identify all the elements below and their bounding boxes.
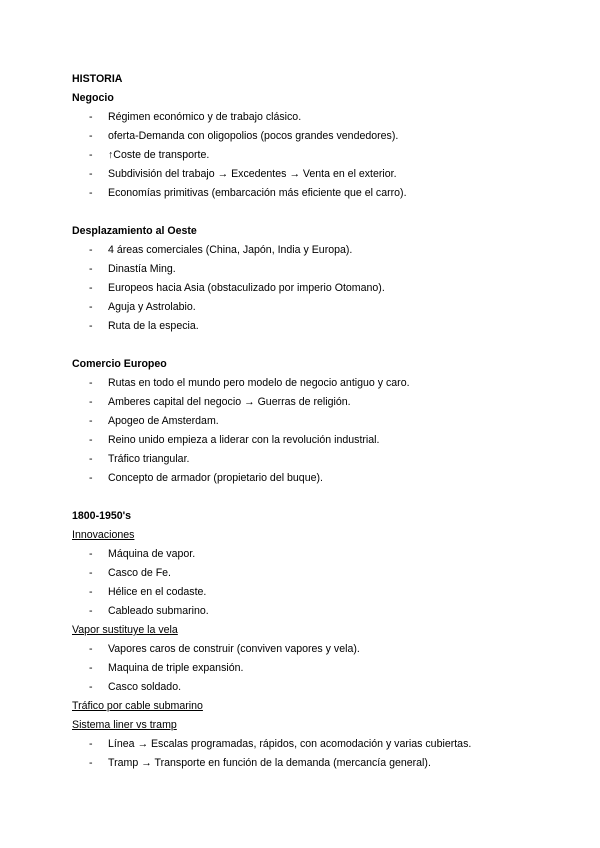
list-item-text: Concepto de armador (propietario del buque).	[108, 472, 323, 484]
list-item	[72, 298, 542, 317]
list-item	[72, 108, 542, 127]
bullet-dash: -	[89, 282, 93, 294]
list-item-text: ↑Coste de transporte.	[108, 149, 210, 161]
document-title: HISTORIA	[72, 73, 123, 85]
bullet-list-desplazamiento	[72, 241, 542, 336]
bullet-dash: -	[89, 738, 93, 750]
list-item-text: Dinastía Ming.	[108, 263, 176, 275]
list-item	[72, 241, 542, 260]
spacer	[72, 203, 542, 222]
list-item-text: Tráfico triangular.	[108, 453, 190, 465]
list-item	[72, 393, 542, 412]
bullet-dash: -	[89, 377, 93, 389]
bullet-dash: -	[89, 320, 93, 332]
bullet-dash: -	[89, 301, 93, 313]
bullet-dash: -	[89, 586, 93, 598]
bullet-list-liner-tramp	[72, 735, 542, 773]
list-item	[72, 735, 542, 754]
section-heading-desplazamiento: Desplazamiento al Oeste	[72, 225, 197, 237]
list-item	[72, 146, 542, 165]
section-heading-comercio-europeo: Comercio Europeo	[72, 358, 167, 370]
bullet-list-innovaciones	[72, 545, 542, 621]
list-item	[72, 260, 542, 279]
list-item	[72, 678, 542, 697]
list-item	[72, 412, 542, 431]
bullet-dash: -	[89, 415, 93, 427]
bullet-dash: -	[89, 149, 93, 161]
list-item-text: oferta-Demanda con oligopolios (pocos grandes vendedores).	[108, 130, 399, 142]
list-item	[72, 564, 542, 583]
bullet-dash: -	[89, 263, 93, 275]
bullet-dash: -	[89, 244, 93, 256]
bullet-dash: -	[89, 168, 93, 180]
bullet-dash: -	[89, 681, 93, 693]
list-item	[72, 127, 542, 146]
list-item-text: Maquina de triple expansión.	[108, 662, 244, 674]
list-item	[72, 640, 542, 659]
section-heading-negocio: Negocio	[72, 92, 114, 104]
list-item-text: Amberes capital del negocio → Guerras de religión.	[108, 396, 351, 408]
bullet-dash: -	[89, 643, 93, 655]
list-item	[72, 469, 542, 488]
list-item	[72, 431, 542, 450]
spacer	[72, 488, 542, 507]
subsection-title-innovaciones: Innovaciones	[72, 529, 135, 541]
list-item	[72, 450, 542, 469]
spacer	[72, 336, 542, 355]
list-item-text: Ruta de la especia.	[108, 320, 199, 332]
list-item	[72, 754, 542, 773]
bullet-dash: -	[89, 548, 93, 560]
list-item-text: Europeos hacia Asia (obstaculizado por imperio Otomano).	[108, 282, 385, 294]
list-item	[72, 279, 542, 298]
list-item-text: Subdivisión del trabajo → Excedentes → Venta en el exterior.	[108, 168, 397, 180]
list-item-text: Máquina de vapor.	[108, 548, 196, 560]
list-item	[72, 374, 542, 393]
subsection-title-cable-submarino: Tráfico por cable submarino	[72, 700, 203, 712]
list-item-text: Tramp → Transporte en función de la demanda (mercancía general).	[108, 757, 431, 769]
list-item-text: Régimen económico y de trabajo clásico.	[108, 111, 302, 123]
bullet-dash: -	[89, 434, 93, 446]
list-item-text: Rutas en todo el mundo pero modelo de negocio antiguo y caro.	[108, 377, 410, 389]
bullet-list-vapor	[72, 640, 542, 697]
bullet-dash: -	[89, 130, 93, 142]
list-item	[72, 583, 542, 602]
bullet-dash: -	[89, 396, 93, 408]
bullet-dash: -	[89, 111, 93, 123]
subsection-title-vapor: Vapor sustituye la vela	[72, 624, 178, 636]
list-item	[72, 659, 542, 678]
bullet-dash: -	[89, 757, 93, 769]
bullet-dash: -	[89, 187, 93, 199]
list-item-text: Aguja y Astrolabio.	[108, 301, 196, 313]
list-item	[72, 317, 542, 336]
list-item-text: Cableado submarino.	[108, 605, 209, 617]
list-item-text: Línea → Escalas programadas, rápidos, con acomodación y varias cubiertas.	[108, 738, 472, 750]
list-item-text: Vapores caros de construir (conviven vapores y vela).	[108, 643, 360, 655]
bullet-dash: -	[89, 472, 93, 484]
list-item-text: Economías primitivas (embarcación más eficiente que el carro).	[108, 187, 407, 199]
list-item-text: Casco de Fe.	[108, 567, 172, 579]
bullet-dash: -	[89, 605, 93, 617]
list-item	[72, 545, 542, 564]
list-item	[72, 184, 542, 203]
bullet-dash: -	[89, 567, 93, 579]
list-item-text: Casco soldado.	[108, 681, 182, 693]
list-item-text: Reino unido empieza a liderar con la revolución industrial.	[108, 434, 380, 446]
list-item-text: 4 áreas comerciales (China, Japón, India y Europa).	[108, 244, 353, 256]
list-item-text: Apogeo de Amsterdam.	[108, 415, 219, 427]
bullet-dash: -	[89, 662, 93, 674]
subsection-title-liner-tramp: Sistema liner vs tramp	[72, 719, 177, 731]
list-item	[72, 165, 542, 184]
bullet-list-negocio	[72, 108, 542, 203]
document-content	[72, 70, 542, 773]
bullet-list-comercio-europeo	[72, 374, 542, 488]
section-heading-1800-1950: 1800-1950's	[72, 510, 132, 522]
list-item-text: Hélice en el codaste.	[108, 586, 207, 598]
list-item	[72, 602, 542, 621]
bullet-dash: -	[89, 453, 93, 465]
